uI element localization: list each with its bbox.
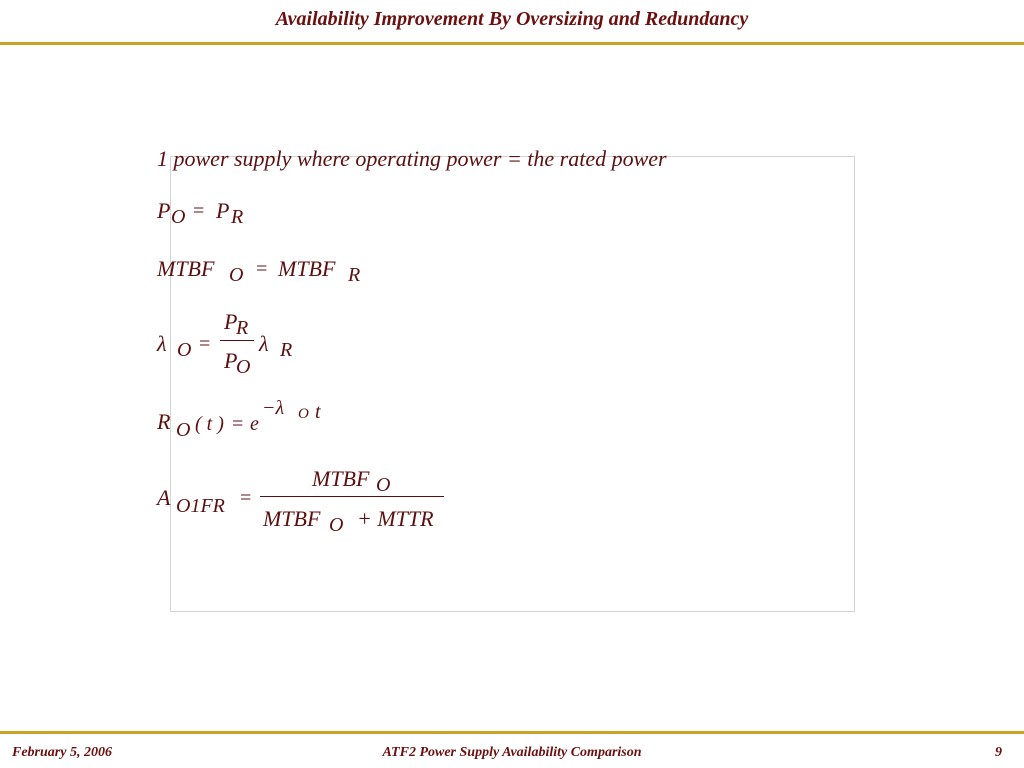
eq4-arg: ( t ) [195, 413, 224, 435]
eq4-lhs-sub: O [176, 419, 191, 441]
eq2-lhs-sub: O [229, 264, 244, 286]
eq4-exponent-t: t [315, 401, 321, 423]
slide-title: Availability Improvement By Oversizing and Redundancy [275, 8, 749, 30]
eq3-num-sub: R [236, 317, 249, 339]
eq4-exponent: −λ [262, 397, 285, 419]
eq1-rhs: P [216, 198, 230, 223]
eq1-rhs-sub: R [231, 206, 244, 228]
eq3-lhs-sub: O [177, 339, 192, 361]
eq5-den: MTBF [263, 506, 321, 531]
eq1-lhs-sub: O [171, 206, 186, 228]
eq3-rhs-sub: R [280, 339, 293, 361]
eq3-fraction-bar [220, 340, 254, 341]
eq5-den-sub: O [329, 514, 344, 536]
eq5-num-sub: O [376, 474, 391, 496]
footer-date: February 5, 2006 [12, 745, 112, 760]
eq2-rhs: MTBF [278, 256, 336, 281]
eq4-equals: = [232, 413, 244, 435]
eq5-fraction-bar [260, 496, 444, 497]
eq5-den-tail: + MTTR [357, 506, 434, 531]
eq2-lhs: MTBF [157, 256, 215, 281]
eq3-den: P [224, 348, 238, 373]
eq2-rhs-sub: R [348, 264, 361, 286]
eq5-lhs-sub: O1FR [176, 495, 225, 517]
eq3-num: P [224, 309, 238, 334]
statement-line: 1 power supply where operating power = the rated power [157, 146, 667, 171]
footer-divider [0, 731, 1024, 734]
eq3-equals: = [199, 333, 211, 355]
header-divider [0, 42, 1024, 45]
eq2-equals: = [256, 258, 268, 280]
eq4-lhs: R [157, 409, 171, 434]
eq3-den-sub: O [236, 356, 251, 378]
page-number: 9 [995, 745, 1002, 760]
eq5-num: MTBF [312, 466, 370, 491]
equation-frame [170, 156, 855, 612]
eq1-lhs: P [157, 198, 171, 223]
footer-title: ATF2 Power Supply Availability Comparison [382, 745, 642, 760]
eq3-lhs: λ [157, 331, 167, 356]
eq5-equals: = [240, 487, 252, 509]
eq3-rhs: λ [259, 331, 269, 356]
eq4-exponent-sub: O [298, 406, 309, 422]
eq5-lhs: A [157, 485, 171, 510]
eq4-base: e [250, 413, 259, 435]
eq1-equals: = [193, 200, 205, 222]
